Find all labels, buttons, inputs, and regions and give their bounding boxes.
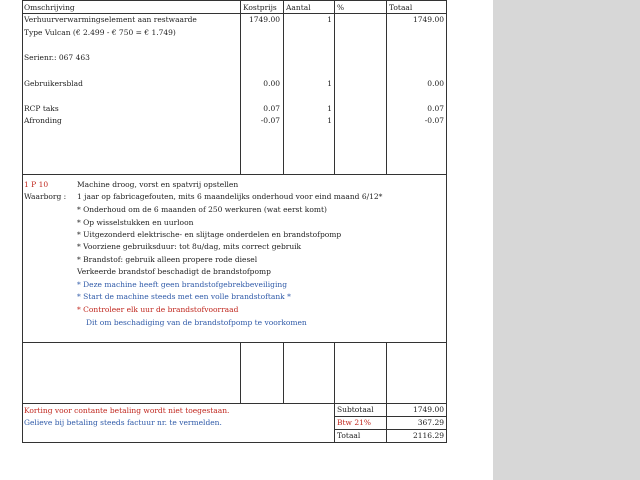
line-rcp-price: 0.07	[263, 104, 280, 113]
line-rcp-total: 0.07	[427, 104, 444, 113]
warranty-bullet: * Op wisselstukken en uurloon	[77, 218, 194, 227]
terms-border-left	[22, 174, 23, 342]
warranty-bullet: * Brandstof: gebruik alleen propere rode diesel	[77, 255, 258, 264]
line-type: Type Vulcan (€ 2.499 - € 750 = € 1.749)	[24, 28, 176, 37]
line-manual-quantity: 1	[327, 79, 332, 88]
subtotal-value: 1749.00	[412, 405, 444, 414]
blue-final-note: Dit om beschadiging van de brandstofpomp te voorkomen	[86, 318, 307, 327]
totals-row-border	[334, 416, 447, 417]
warranty-bullet: * Onderhoud om de 6 maanden of 250 werkuren (wat eerst komt)	[77, 205, 327, 214]
header-percent: %	[337, 3, 345, 12]
fuel-warning: Verkeerde brandstof beschadigt de brandstofpomp	[77, 267, 271, 276]
line-manual-price: 0.00	[263, 79, 280, 88]
terms-border-right	[446, 174, 447, 342]
warranty-label: Waarborg :	[24, 192, 67, 201]
warranty-bullet: * Voorziene gebruiksduur: tot 8u/dag, mits correct gebruik	[77, 242, 302, 251]
line-item-quantity: 1	[327, 15, 332, 24]
line-rcp-description: RCP taks	[24, 104, 59, 113]
line-manual-description: Gebruikersblad	[24, 79, 83, 88]
footer-bottom-border	[22, 442, 334, 443]
header-bottom-border	[22, 13, 446, 14]
line-rounding-description: Afronding	[24, 116, 62, 125]
line-manual-total: 0.00	[427, 79, 444, 88]
vat-label: Btw 21%	[337, 418, 371, 427]
table-border-right	[446, 0, 447, 174]
grid-border-left	[22, 342, 23, 403]
totals-border-left	[334, 403, 335, 443]
line-rounding-total: -0.07	[424, 116, 444, 125]
table-top-border	[22, 0, 446, 1]
header-quantity: Aantal	[286, 3, 311, 12]
cash-discount-notice: Korting voor contante betaling wordt niet toegestaan.	[24, 406, 230, 415]
terms-code: 1 P 10	[24, 180, 49, 189]
header-description: Omschrijving	[24, 3, 75, 12]
totals-bottom-border	[334, 442, 447, 443]
vat-value: 367.29	[417, 418, 444, 427]
blue-note: * Deze machine heeft geen brandstofgebrekbeveiliging	[77, 280, 287, 289]
grid-border-right	[446, 342, 447, 403]
line-item-total: 1749.00	[412, 15, 444, 24]
table-border-left	[22, 0, 23, 174]
column-divider	[386, 342, 387, 403]
invoice-reference-notice: Gelieve bij betaling steeds factuur nr. te vermelden.	[24, 418, 222, 427]
total-label: Totaal	[337, 431, 361, 440]
warranty-text: 1 jaar op fabricagefouten, mits 6 maandelijks onderhoud voor eind maand 6/12*	[77, 192, 383, 201]
header-total: Totaal	[389, 3, 413, 12]
line-rcp-quantity: 1	[327, 104, 332, 113]
line-item-description: Verhuurverwarmingselement aan restwaarde	[24, 15, 197, 24]
items-bottom-border	[22, 174, 447, 175]
column-divider	[283, 342, 284, 403]
line-serial: Serienr.: 067 463	[24, 53, 90, 62]
total-value: 2116.29	[412, 431, 444, 440]
warranty-bullet: * Uitgezonderd elektrische- en slijtage onderdelen en brandstofpomp	[77, 230, 342, 239]
footer-border-left	[22, 403, 23, 443]
red-note: * Controleer elk uur de brandstofvoorraad	[77, 305, 239, 314]
line-rounding-quantity: 1	[327, 116, 332, 125]
blue-note: * Start de machine steeds met een volle brandstoftank *	[77, 292, 291, 301]
line-rounding-price: -0.07	[260, 116, 280, 125]
column-divider	[240, 342, 241, 403]
viewer-background	[493, 0, 640, 480]
subtotal-label: Subtotaal	[337, 405, 374, 414]
terms-bottom-border	[22, 342, 447, 343]
column-divider	[334, 342, 335, 403]
grid-bottom-border	[22, 403, 447, 404]
column-divider	[334, 0, 335, 174]
header-unit-price: Kostprijs	[243, 3, 277, 12]
totals-row-border	[334, 429, 447, 430]
line-item-price: 1749.00	[248, 15, 280, 24]
totals-border-right	[446, 403, 447, 443]
terms-condition: Machine droog, vorst en spatvrij opstellen	[77, 180, 239, 189]
